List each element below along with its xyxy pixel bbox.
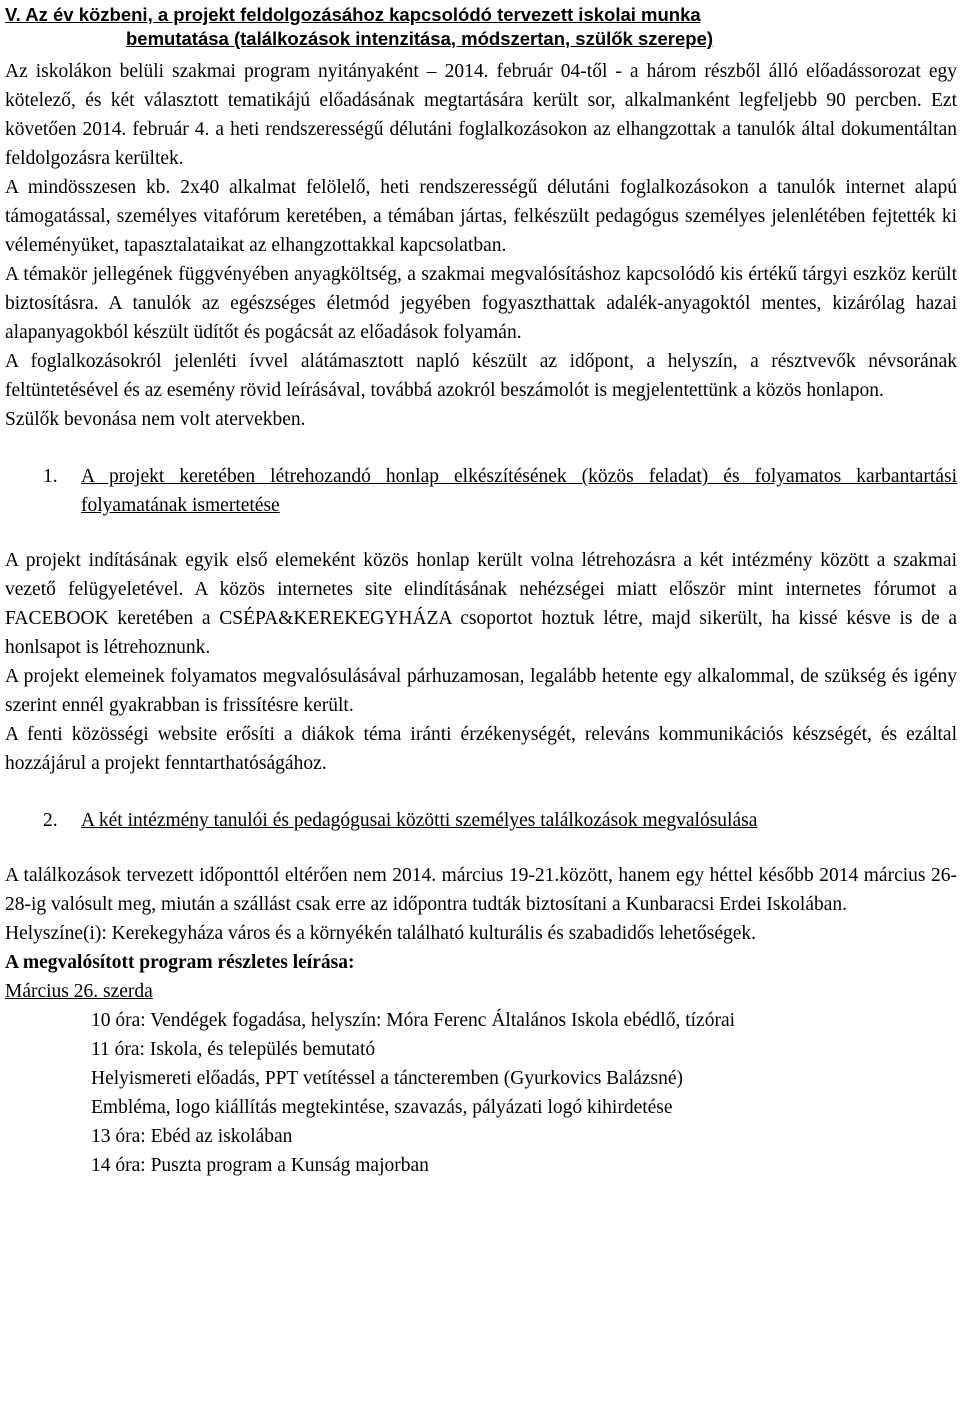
section-2-paragraph-2: Helyszíne(i): Kerekegyháza város és a környékén található kulturális és szabadidős lehetőségek.	[5, 923, 757, 944]
section-2-heading	[5, 806, 957, 835]
section-2-number: 2.	[43, 810, 58, 831]
schedule-item: 13 óra: Ebéd az iskolában	[91, 1126, 293, 1147]
section-1-heading	[5, 462, 957, 520]
document-title	[5, 3, 957, 51]
schedule-item: Helyismereti előadás, PPT vetítéssel a táncteremben (Gyurkovics Balázsné)	[91, 1068, 684, 1089]
intro-paragraph-5: Szülők bevonása nem volt atervekben.	[5, 409, 306, 430]
section-1-paragraph-1: A projekt indításának egyik első elemeként közös honlap került volna létrehozásra a két intézmény között a szakmai vezető felügyeletével. A közös internetes site elindításának nehézségei miatt először mint internetes fórumot a FACEBOOK keretében a CSÉPA&KEREKEGYHÁZA csoportot hoztuk létre, majd sikerült, ha kissé késve is de a honlsapot is létrehoznunk.	[5, 550, 957, 658]
intro-paragraph-3: A témakör jellegének függvényében anyagköltség, a szakmai megvalósításhoz kapcsolódó kis értékű tárgyi eszköz került biztosításra. A tanulók az egészséges életmód jegyében fogyaszthattak adalék-anyagoktól mentes, kizárólag hazai alapanyagokból készült üdítőt és pogácsát az előadások folyamán.	[5, 264, 957, 343]
section-1-paragraph-2: A projekt elemeinek folyamatos megvalósulásával párhuzamosan, legalább hetente egy alkalommal, de szükség és igény szerint ennél gyakrabban is frissítésre került.	[5, 666, 957, 716]
title-line-1: V. Az év közbeni, a projekt feldolgozásához kapcsolódó tervezett iskolai munka	[5, 4, 701, 25]
section-1-paragraph-3: A fenti közösségi website erősíti a diákok téma iránti érzékenységét, releváns kommunikációs készségét, és ezáltal hozzájárul a projekt fenntarthatóságához.	[5, 724, 957, 774]
day-label: Március 26. szerda	[5, 981, 153, 1002]
program-heading: A megvalósított program részletes leírása:	[5, 952, 355, 973]
intro-paragraph-2: A mindösszesen kb. 2x40 alkalmat felölelő, heti rendszerességű délutáni foglalkozásokon a tanulók internet alapú támogatással, személyes vitafórum keretében, a témában jártas, felkészült pedagógus személyes jelenlétében fejtették ki véleményüket, tapasztalataikat az elhangzottakkal kapcsolatban.	[5, 177, 957, 256]
intro-paragraph-1: Az iskolákon belüli szakmai program nyitányaként – 2014. február 04-től - a három részből álló előadássorozat egy kötelező, és két választott tematikájú előadásának megtartására került sor, alkalmanként legfeljebb 90 percben. Ezt követően 2014. február 4. a heti rendszerességű délutáni foglalkozásokon az elhangzottak a tanulók által dokumentáltan feldolgozásra kerültek.	[5, 61, 957, 169]
section-1-number: 1.	[43, 466, 58, 487]
schedule-item: Embléma, logo kiállítás megtekintése, szavazás, pályázati logó kihirdetése	[91, 1097, 673, 1118]
schedule-item: 14 óra: Puszta program a Kunság majorban	[91, 1155, 429, 1176]
schedule-item: 10 óra: Vendégek fogadása, helyszín: Móra Ferenc Általános Iskola ebédlő, tízórai	[91, 1010, 736, 1031]
section-1-heading-text: A projekt keretében létrehozandó honlap elkészítésének (közös feladat) és folyamatos karbantartási folyamatának ismertetése	[81, 466, 957, 516]
section-2-heading-text: A két intézmény tanulói és pedagógusai közötti személyes találkozások megvalósulása	[81, 810, 758, 831]
title-line-2: bemutatása (találkozások intenzitása, módszertan, szülők szerepe)	[126, 28, 714, 49]
section-2-paragraph-1: A találkozások tervezett időponttól eltérően nem 2014. március 19-21.között, hanem egy héttel később 2014 március 26-28-ig valósult meg, miután a szállást csak erre az időpontra tudták biztosítani a Kunbaracsi Erdei Iskolában.	[5, 865, 957, 915]
intro-paragraph-4: A foglalkozásokról jelenléti ívvel alátámasztott napló készült az időpont, a helyszín, a résztvevők névsorának feltüntetésével és az esemény rövid leírásával, továbbá azokról beszámolót is megjelentettünk a közös honlapon.	[5, 351, 957, 401]
schedule-list	[5, 1006, 957, 1180]
document-page	[5, 0, 957, 1180]
schedule-item: 11 óra: Iskola, és település bemutató	[91, 1039, 376, 1060]
